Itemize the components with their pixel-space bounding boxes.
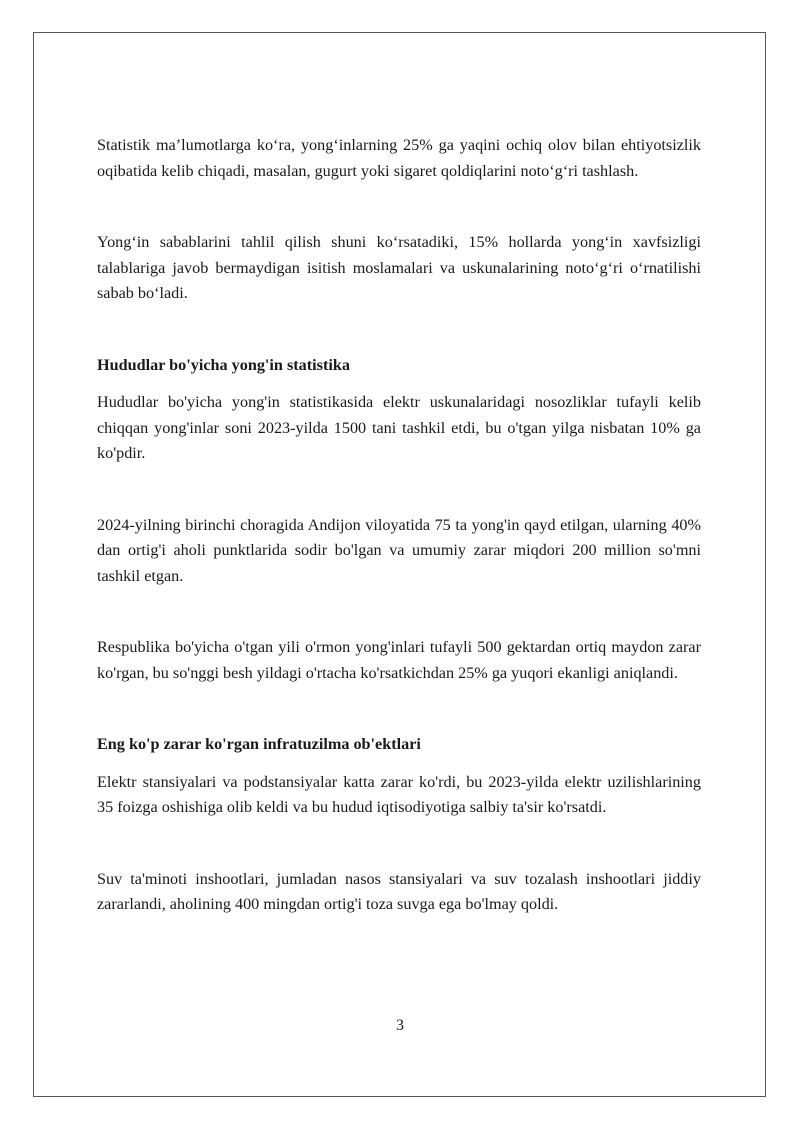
page-number: 3 (396, 1017, 404, 1034)
paragraph-water-supply: Suv ta'minoti inshootlari, jumladan nasos stansiyalari va suv tozalash inshootlari jiddiy zararlandi, aholining 400 mingdan ortig'i toza suvga ega bo'lmay qoldi. (97, 869, 701, 913)
paragraph-electrical-fires: Hududlar bo'yicha yong'in statistikasida elektr uskunalaridagi nosozliklar tufayli kelib chiqqan yong'inlar soni 2023-yilda 1500 tani tashkil etdi, bu o'tgan yilga nisbatan 10% ga ko'pdir. (97, 393, 701, 462)
paragraph-andijan-region: 2024-yilning birinchi choragida Andijon viloyatida 75 ta yong'in qayd etilgan, ularning 40% dan ortig'i aholi punktlarida sodir bo'lgan va umumiy zarar miqdori 200 million so'mni tashkil etgan. (97, 515, 701, 585)
section-heading-regional-statistics: Hududlar bo'yicha yong'in statistika (97, 355, 350, 374)
section-heading-damaged-infrastructure: Eng ko'p zarar ko'rgan infratuzilma ob'ektlari (97, 735, 421, 753)
paragraph-forest-fires: Respublika bo'yicha o'tgan yili o'rmon yong'inlari tufayli 500 gektardan ortiq maydon zarar ko'rgan, bu so'nggi besh yildagi o'rtacha ko'rsatkichdan 25% ga yuqori ekanligi aniqlandi. (97, 638, 701, 682)
paragraph-power-stations: Elektr stansiyalari va podstansiyalar katta zarar ko'rdi, bu 2023-yilda elektr uzilishlarining 35 foizga oshishiga olib keldi va bu hudud iqtisodiyotiga salbiy ta'sir ko'rsatdi. (97, 772, 701, 816)
document-body (97, 133, 701, 918)
paragraph-heating-equipment: Yong‘in sabablarini tahlil qilish shuni ko‘rsatadiki, 15% hollarda yong‘in xavfsizligi talablariga javob bermaydigan isitish moslamalari va uskunalarining noto‘g‘ri o‘rnatilishi sabab bo‘ladi. (97, 233, 701, 302)
paragraph-open-flame-statistics: Statistik ma’lumotlarga ko‘ra, yong‘inlarning 25% ga yaqini ochiq olov bilan ehtiyotsizlik oqibatida kelib chiqadi, masalan, gugurt yoki sigaret qoldiqlarini noto‘g‘ri tashlash. (97, 136, 701, 180)
